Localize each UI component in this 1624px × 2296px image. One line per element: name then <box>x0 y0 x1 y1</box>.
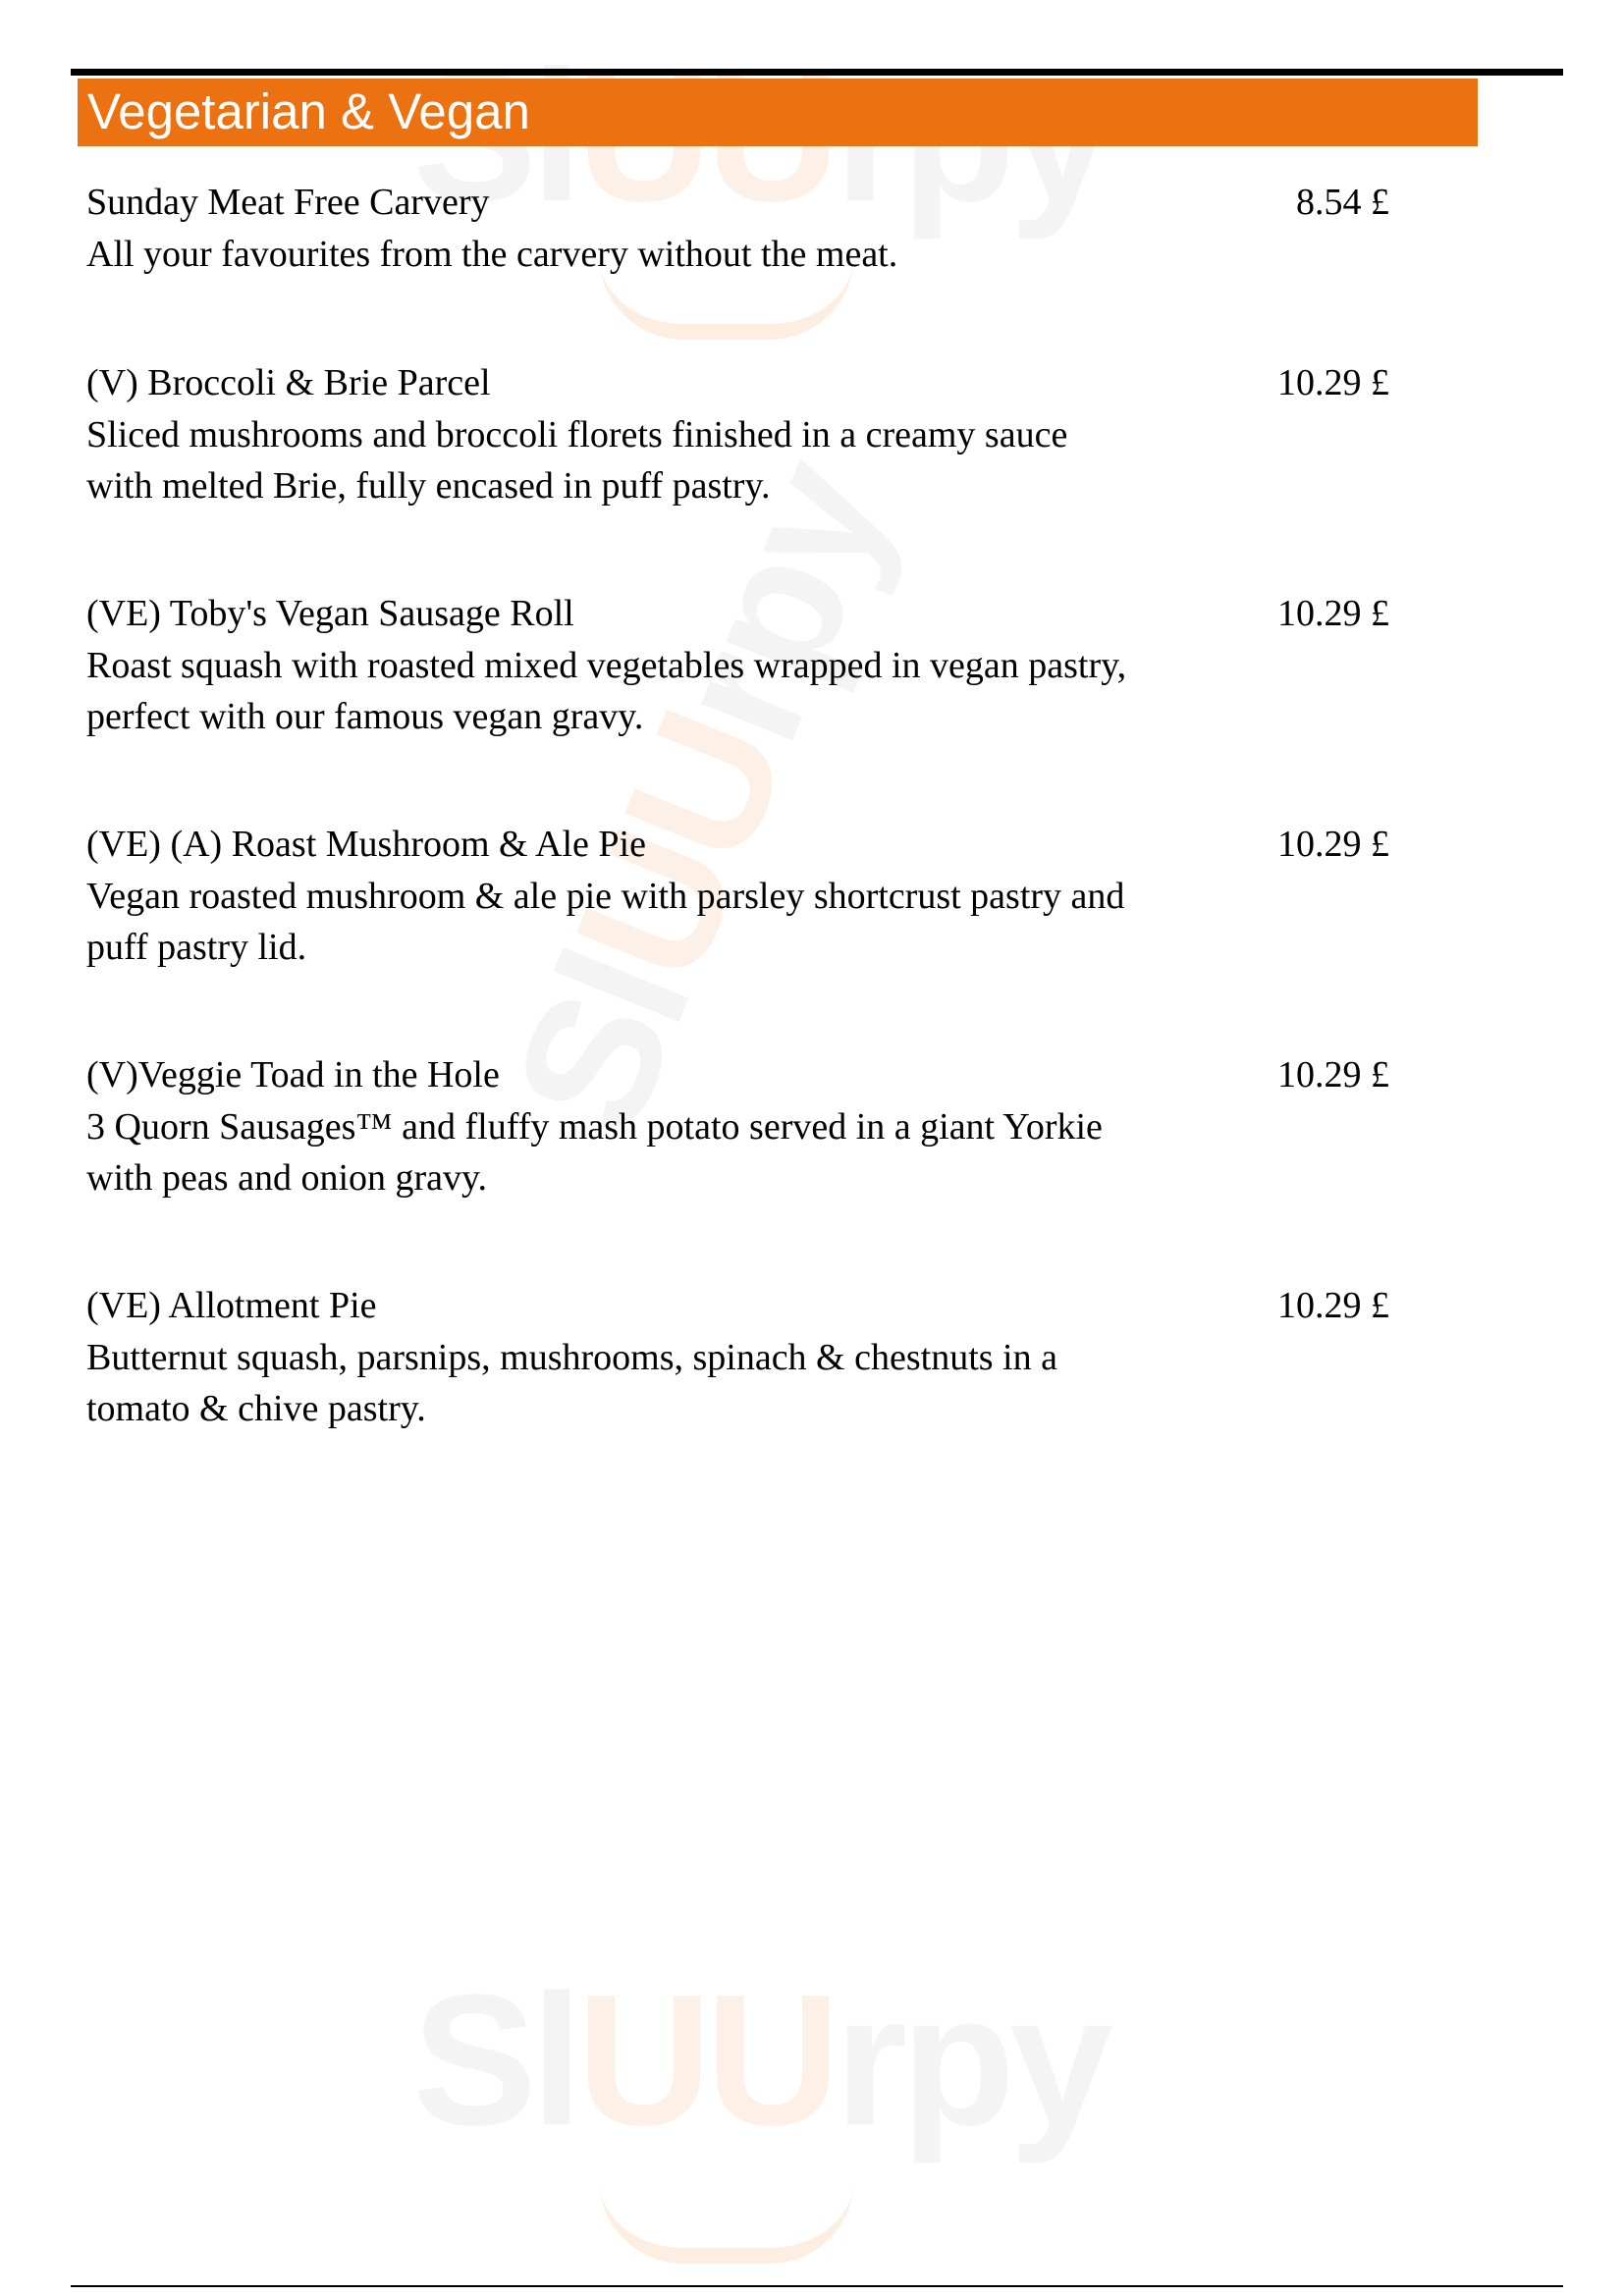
item-name: (V) Broccoli & Brie Parcel <box>86 362 491 403</box>
menu-item <box>86 1280 1412 1435</box>
bottom-divider <box>71 2285 1563 2287</box>
section-title: Vegetarian & Vegan <box>87 83 530 139</box>
item-name: (VE) Toby's Vegan Sausage Roll <box>86 593 574 634</box>
item-description: perfect with our famous vegan gravy. <box>86 696 644 737</box>
item-price: 10.29 £ <box>1277 593 1389 634</box>
item-description: 3 Quorn Sausages™ and fluffy mash potato served in a giant Yorkie <box>86 1105 1103 1148</box>
item-name: Sunday Meat Free Carvery <box>86 182 490 223</box>
item-description: puff pastry lid. <box>86 927 307 968</box>
item-description: with peas and onion gravy. <box>86 1157 488 1199</box>
sluurpy-watermark-logo: SlUUrpy <box>412 1956 1108 2164</box>
item-description: Roast squash with roasted mixed vegetables wrapped in vegan pastry, <box>86 644 1127 686</box>
item-description: Sliced mushrooms and broccoli florets finished in a creamy sauce <box>86 413 1068 455</box>
menu-item <box>86 819 1412 974</box>
menu-item <box>86 357 1412 512</box>
section-header <box>78 79 1478 146</box>
item-name: (V)Veggie Toad in the Hole <box>86 1054 500 1095</box>
item-description: Vegan roasted mushroom & ale pie with parsley shortcrust pastry and <box>86 875 1125 917</box>
menu-item <box>86 177 1412 280</box>
item-description: Butternut squash, parsnips, mushrooms, spinach & chestnuts in a <box>86 1336 1057 1378</box>
item-price: 10.29 £ <box>1277 1054 1389 1095</box>
item-price: 8.54 £ <box>1296 182 1389 223</box>
item-price: 10.29 £ <box>1277 362 1389 403</box>
item-price: 10.29 £ <box>1277 1285 1389 1326</box>
item-description: with melted Brie, fully encased in puff pastry. <box>86 465 771 507</box>
menu-item <box>86 1049 1412 1204</box>
item-name: (VE) Allotment Pie <box>86 1285 377 1326</box>
top-divider <box>71 69 1563 76</box>
item-price: 10.29 £ <box>1277 824 1389 865</box>
watermark-smile-icon <box>599 2179 854 2264</box>
item-name: (VE) (A) Roast Mushroom & Ale Pie <box>86 824 646 865</box>
sluurpy-watermark-logo: SlUUrpy <box>473 437 928 1159</box>
menu-item <box>86 588 1412 743</box>
item-description: All your favourites from the carvery without the meat. <box>86 233 898 275</box>
item-description: tomato & chive pastry. <box>86 1388 426 1429</box>
